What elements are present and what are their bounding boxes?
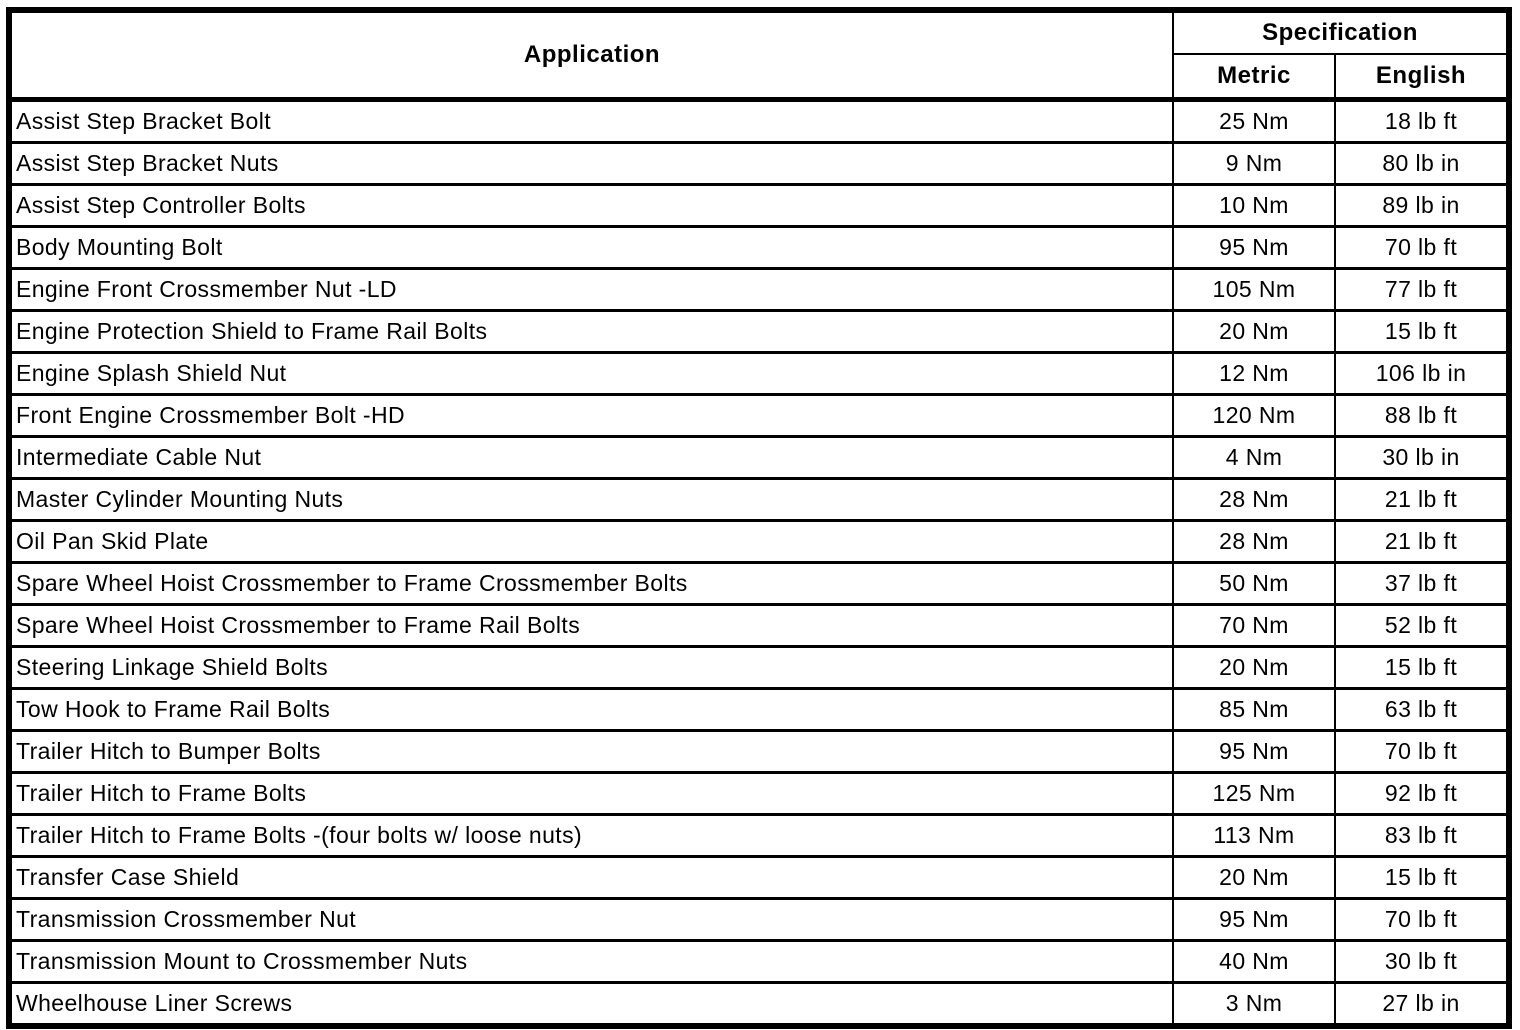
english-value-cell: 89 lb in	[1335, 185, 1509, 227]
table-row	[9, 899, 1509, 941]
table-row	[9, 605, 1509, 647]
table-row	[9, 689, 1509, 731]
metric-value-cell: 25 Nm	[1173, 100, 1335, 143]
table-header	[9, 10, 1509, 100]
column-header-specification: Specification	[1173, 10, 1509, 54]
english-value-cell: 92 lb ft	[1335, 773, 1509, 815]
english-value-cell: 88 lb ft	[1335, 395, 1509, 437]
metric-value-cell: 28 Nm	[1173, 479, 1335, 521]
metric-value-cell: 95 Nm	[1173, 899, 1335, 941]
metric-value-cell: 120 Nm	[1173, 395, 1335, 437]
table-row	[9, 311, 1509, 353]
table-row	[9, 521, 1509, 563]
application-cell: Assist Step Controller Bolts	[9, 185, 1173, 227]
metric-value-cell: 20 Nm	[1173, 857, 1335, 899]
application-cell: Trailer Hitch to Frame Bolts -(four bolts w/ loose nuts)	[9, 815, 1173, 857]
english-value-cell: 30 lb ft	[1335, 941, 1509, 983]
metric-value-cell: 70 Nm	[1173, 605, 1335, 647]
english-value-cell: 27 lb in	[1335, 983, 1509, 1027]
table-row	[9, 857, 1509, 899]
table-row	[9, 100, 1509, 143]
english-value-cell: 15 lb ft	[1335, 311, 1509, 353]
metric-value-cell: 3 Nm	[1173, 983, 1335, 1027]
table-body	[9, 100, 1509, 1027]
application-cell: Intermediate Cable Nut	[9, 437, 1173, 479]
table-row	[9, 353, 1509, 395]
metric-value-cell: 85 Nm	[1173, 689, 1335, 731]
english-value-cell: 106 lb in	[1335, 353, 1509, 395]
column-header-english: English	[1335, 54, 1509, 100]
english-value-cell: 63 lb ft	[1335, 689, 1509, 731]
table-row	[9, 773, 1509, 815]
header-row-specification	[9, 10, 1509, 54]
table-row	[9, 647, 1509, 689]
metric-value-cell: 10 Nm	[1173, 185, 1335, 227]
metric-value-cell: 105 Nm	[1173, 269, 1335, 311]
metric-value-cell: 20 Nm	[1173, 647, 1335, 689]
table-row	[9, 185, 1509, 227]
application-cell: Oil Pan Skid Plate	[9, 521, 1173, 563]
application-cell: Assist Step Bracket Bolt	[9, 100, 1173, 143]
table-row	[9, 269, 1509, 311]
metric-value-cell: 4 Nm	[1173, 437, 1335, 479]
english-value-cell: 80 lb in	[1335, 143, 1509, 185]
metric-value-cell: 50 Nm	[1173, 563, 1335, 605]
metric-value-cell: 113 Nm	[1173, 815, 1335, 857]
metric-value-cell: 95 Nm	[1173, 227, 1335, 269]
table-row	[9, 941, 1509, 983]
english-value-cell: 70 lb ft	[1335, 227, 1509, 269]
english-value-cell: 30 lb in	[1335, 437, 1509, 479]
table-row	[9, 395, 1509, 437]
english-value-cell: 70 lb ft	[1335, 731, 1509, 773]
column-header-application: Application	[9, 10, 1173, 100]
application-cell: Front Engine Crossmember Bolt -HD	[9, 395, 1173, 437]
metric-value-cell: 40 Nm	[1173, 941, 1335, 983]
table-row	[9, 815, 1509, 857]
metric-value-cell: 20 Nm	[1173, 311, 1335, 353]
application-cell: Trailer Hitch to Frame Bolts	[9, 773, 1173, 815]
table-row	[9, 479, 1509, 521]
metric-value-cell: 95 Nm	[1173, 731, 1335, 773]
table-row	[9, 227, 1509, 269]
metric-value-cell: 28 Nm	[1173, 521, 1335, 563]
english-value-cell: 70 lb ft	[1335, 899, 1509, 941]
english-value-cell: 21 lb ft	[1335, 479, 1509, 521]
english-value-cell: 15 lb ft	[1335, 647, 1509, 689]
application-cell: Transmission Crossmember Nut	[9, 899, 1173, 941]
table-row	[9, 731, 1509, 773]
application-cell: Engine Front Crossmember Nut -LD	[9, 269, 1173, 311]
english-value-cell: 52 lb ft	[1335, 605, 1509, 647]
application-cell: Trailer Hitch to Bumper Bolts	[9, 731, 1173, 773]
application-cell: Transmission Mount to Crossmember Nuts	[9, 941, 1173, 983]
column-header-metric: Metric	[1173, 54, 1335, 100]
english-value-cell: 18 lb ft	[1335, 100, 1509, 143]
application-cell: Tow Hook to Frame Rail Bolts	[9, 689, 1173, 731]
application-cell: Steering Linkage Shield Bolts	[9, 647, 1173, 689]
application-cell: Body Mounting Bolt	[9, 227, 1173, 269]
application-cell: Engine Protection Shield to Frame Rail Bolts	[9, 311, 1173, 353]
english-value-cell: 37 lb ft	[1335, 563, 1509, 605]
application-cell: Spare Wheel Hoist Crossmember to Frame Crossmember Bolts	[9, 563, 1173, 605]
english-value-cell: 83 lb ft	[1335, 815, 1509, 857]
application-cell: Assist Step Bracket Nuts	[9, 143, 1173, 185]
table-row	[9, 983, 1509, 1027]
english-value-cell: 21 lb ft	[1335, 521, 1509, 563]
torque-specifications-table	[6, 7, 1512, 1029]
english-value-cell: 77 lb ft	[1335, 269, 1509, 311]
metric-value-cell: 125 Nm	[1173, 773, 1335, 815]
table-row	[9, 143, 1509, 185]
table-row	[9, 563, 1509, 605]
application-cell: Engine Splash Shield Nut	[9, 353, 1173, 395]
english-value-cell: 15 lb ft	[1335, 857, 1509, 899]
application-cell: Wheelhouse Liner Screws	[9, 983, 1173, 1027]
metric-value-cell: 9 Nm	[1173, 143, 1335, 185]
application-cell: Spare Wheel Hoist Crossmember to Frame Rail Bolts	[9, 605, 1173, 647]
table-row	[9, 437, 1509, 479]
metric-value-cell: 12 Nm	[1173, 353, 1335, 395]
application-cell: Master Cylinder Mounting Nuts	[9, 479, 1173, 521]
application-cell: Transfer Case Shield	[9, 857, 1173, 899]
